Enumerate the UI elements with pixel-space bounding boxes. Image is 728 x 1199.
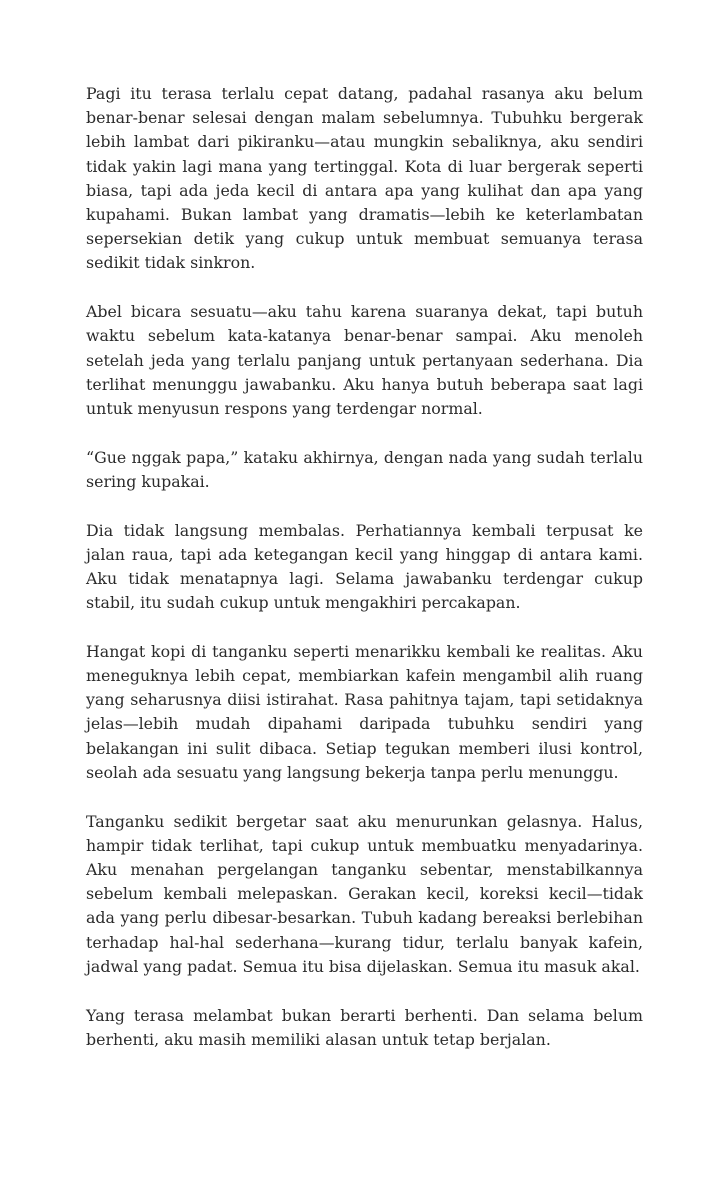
paragraph-7: Yang terasa melambat bukan berarti berhenti. Dan selama belum berhenti, aku masih memiliki alasan untuk tetap berjalan. [86,1005,643,1049]
paragraph-3: “Gue nggak papa,” kataku akhirnya, dengan nada yang sudah terlalu sering kupakai. [86,447,643,491]
paragraph-1: Pagi itu terasa terlalu cepat datang, padahal rasanya aku belum benar-benar selesai dengan malam sebelumnya. Tubuhku bergerak lebih lambat dari pikiranku—atau mungkin sebaliknya, aku sendiri tidak yakin lagi mana yang tertinggal. Kota di luar bergerak seperti biasa, tapi ada jeda kecil di antara apa yang kulihat dan apa yang kupahami. Bukan lambat yang dramatis—lebih ke keterlambatan sepersekian detik yang cukup untuk membuat semuanya terasa sedikit tidak sinkron. [86,84,643,273]
paragraph-5: Hangat kopi di tanganku seperti menarikku kembali ke realitas. Aku meneguknya lebih cepat, membiarkan kafein mengambil alih ruang yang seharusnya diisi istirahat. Rasa pahitnya tajam, tapi setidaknya jelas—lebih mudah dipahami daripada tubuhku sendiri yang belakangan ini sulit dibaca. Setiap tegukan memberi ilusi kontrol, seolah ada sesuatu yang langsung bekerja tanpa perlu menunggu. [86,641,643,782]
paragraph-6: Tanganku sedikit bergetar saat aku menurunkan gelasnya. Halus, hampir tidak terlihat, tapi cukup untuk membuatku menyadarinya. Aku menahan pergelangan tanganku sebentar, menstabilkannya sebelum kembali melepaskan. Gerakan kecil, koreksi kecil—tidak ada yang perlu dibesar-besarkan. Tubuh kadang bereaksi berlebihan terhadap hal-hal sederhana—kurang tidur, terlalu banyak kafein, jadwal yang padat. Semua itu bisa dijelaskan. Semua itu masuk akal. [86,811,643,976]
story-text [86,82,643,1076]
paragraph-2: Abel bicara sesuatu—aku tahu karena suaranya dekat, tapi butuh waktu sebelum kata-katanya benar-benar sampai. Aku menoleh setelah jeda yang terlalu panjang untuk pertanyaan sederhana. Dia terlihat menunggu jawabanku. Aku hanya butuh beberapa saat lagi untuk menyusun respons yang terdengar normal. [86,302,643,418]
paragraph-4: Dia tidak langsung membalas. Perhatiannya kembali terpusat ke jalan raua, tapi ada ketegangan kecil yang hinggap di antara kami. Aku tidak menatapnya lagi. Selama jawabanku terdengar cukup stabil, itu sudah cukup untuk mengakhiri percakapan. [86,520,643,613]
